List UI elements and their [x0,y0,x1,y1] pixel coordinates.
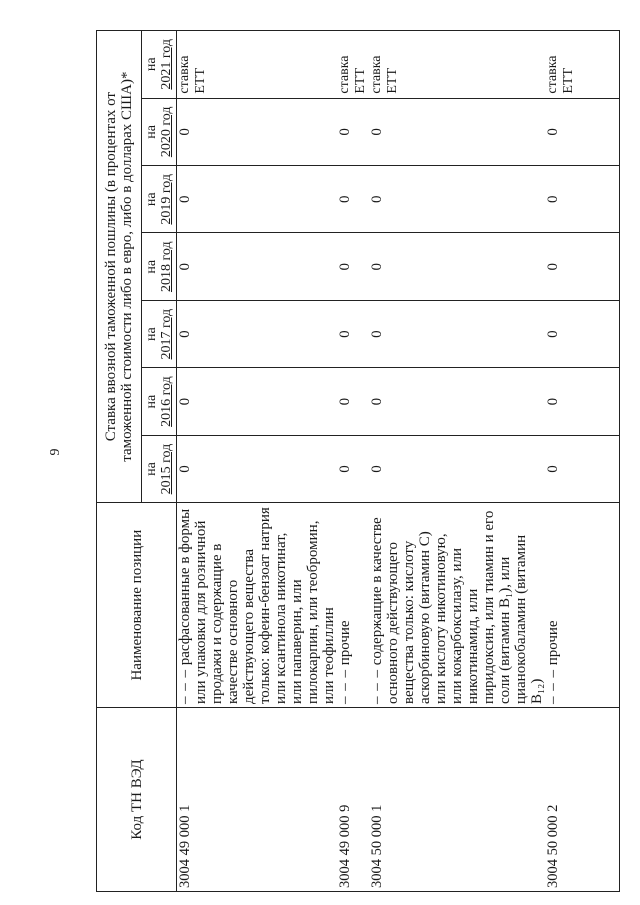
row-code: 3004 50 000 2 [545,708,577,892]
rate-cell: ставка ЕТТ [177,31,338,99]
header-rate: Ставка ввозной таможенной пошлины (в процентах от таможенной стоимости либо в евро, либо в долларах США)* [97,31,142,503]
rate-cell: 0 [337,435,369,502]
rate-cell: 0 [177,435,338,502]
page-number: 9 [48,448,63,456]
rate-cell: 0 [369,435,545,502]
rate-cell: 0 [545,98,577,165]
header-year-2017: на 2017 год [142,300,177,367]
rate-cell: 0 [337,300,369,367]
rate-cell: ставка ЕТТ [337,31,369,99]
row-code: 3004 49 000 9 [337,708,369,892]
header-year-2021: на 2021 год [142,31,177,99]
row-name: – – – прочие [337,503,369,708]
row-code: 3004 49 000 1 [177,708,338,892]
rate-cell: 0 [337,233,369,300]
header-year-2018: на 2018 год [142,233,177,300]
tariff-table [96,30,620,892]
rate-cell: 0 [369,368,545,435]
tariff-table-sheet [96,30,604,892]
rate-cell: 0 [545,166,577,233]
rate-cell: 0 [177,166,338,233]
rate-cell: 0 [337,98,369,165]
header-year-2020: на 2020 год [142,98,177,165]
rate-cell: 0 [177,300,338,367]
header-year-2016: на 2016 год [142,368,177,435]
row-name: – – – содержащие в качестве основного действующего вещества только: кислоту аскорбиновую (витамин С) или кислоту никотиновую, или кокарбоксилазу, или никотинамид, или пиридоксин, или тиамин и его соли (витамин B₁), или цианокобаламин (витамин B₁₂) [369,503,545,708]
rate-cell: ставка ЕТТ [369,31,545,99]
rate-cell: 0 [369,233,545,300]
table-row [337,31,369,892]
rate-cell: ставка ЕТТ [545,31,577,99]
rate-cell: 0 [177,233,338,300]
table-row [177,31,338,892]
rate-cell: 0 [545,435,577,502]
rate-cell: 0 [545,233,577,300]
rate-cell: 0 [177,98,338,165]
rate-cell: 0 [545,368,577,435]
header-year-2019: на 2019 год [142,166,177,233]
rate-cell: 0 [177,368,338,435]
rate-cell: 0 [369,300,545,367]
row-name: – – – прочие [545,503,577,708]
rate-cell: 0 [369,98,545,165]
rate-cell: 0 [545,300,577,367]
table-row-spacer [577,31,620,892]
header-year-2015: на 2015 год [142,435,177,502]
header-name: Наименование позиции [97,503,177,708]
rate-cell: 0 [337,166,369,233]
rate-cell: 0 [369,166,545,233]
table-row [545,31,577,892]
table-row [369,31,545,892]
rate-cell: 0 [337,368,369,435]
row-name: – – – расфасованные в формы или упаковки для розничной продажи и содержащие в качестве основного действующего вещества только: кофеин-бензоат натрия или ксантинола никотинат, или папаверин, или пилокарпин, или теобромин, или теофиллин [177,503,338,708]
row-code: 3004 50 000 1 [369,708,545,892]
header-code: Код ТН ВЭД [97,708,177,892]
